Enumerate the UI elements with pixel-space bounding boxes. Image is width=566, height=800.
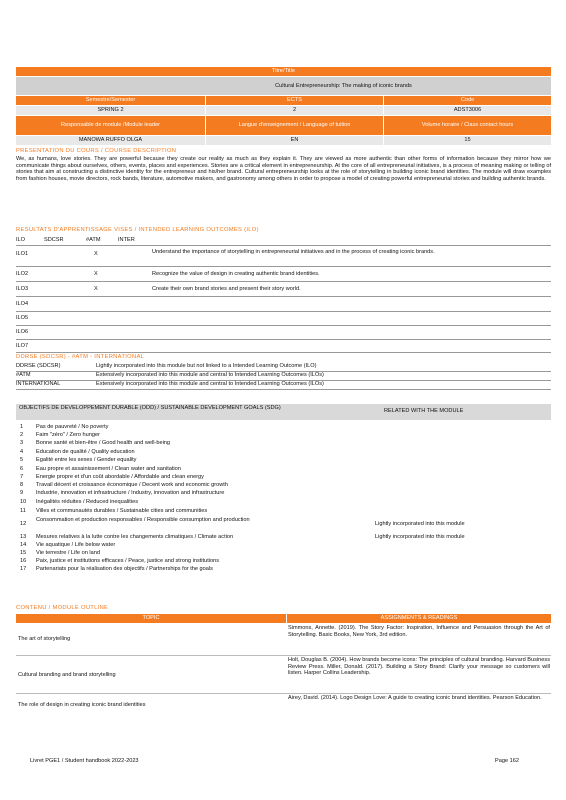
ilo-id: ILO1 xyxy=(16,251,29,257)
ilo-id: ILO4 xyxy=(16,301,29,307)
code-value-cell xyxy=(384,106,551,115)
presentation-body-text: We, as humans, love stories. They are powerful because they create our reality as much as they explain it. They are viewed as more authentic than other forms of information because they mirror how we communicate things about ourselves, others, events, places and experiences. Stories are a critical element in entrepreneurship. At the core of all entrepreneurial initiatives, is a process of meaning making or telling of stories that aim at constructing a distinctive identity for the entrepreneur and his/her brand. Cultural entrepreneurship looks at the role of storytelling in building iconic brand identities. The module will draw examples from fashion houses, movie directors, rock bands, literature, automotive makers, and gastronomy among others in order to propose a model of creating powerful entrepreneurial stories and building authentic brands. xyxy=(16,156,551,182)
ilo-sdcsr-mark: X xyxy=(94,271,98,277)
presentation-heading xyxy=(16,148,176,154)
sdg-related-text: Lightly incorporated into this module xyxy=(375,521,465,527)
hours-header-label: Volume horaire / Class contact hours xyxy=(421,122,514,128)
ilo-text: Understand the importance of storytelling in entrepreneurial initiatives and in the process of creating iconic brands. xyxy=(152,249,435,255)
ects-value-cell xyxy=(206,106,383,115)
outline-topic-header xyxy=(16,614,286,623)
sdg-row xyxy=(16,466,551,474)
sdg-row xyxy=(16,542,551,550)
sdg-number: 1 xyxy=(20,424,24,430)
legend-key: #ATM xyxy=(16,372,31,378)
legend-heading-text: DDRSE (SDCSR) - #ATM - INTERNATIONAL xyxy=(16,354,145,360)
sdg-number: 6 xyxy=(20,466,24,472)
ilo-row xyxy=(16,312,551,326)
outline-readings: Airey, David. (2014). Logo Design Love: A guide to creating iconic brand identities. Pearson Education. xyxy=(288,695,542,701)
responsible-header xyxy=(16,116,205,135)
sdg-row xyxy=(16,432,551,440)
sdg-row xyxy=(16,449,551,457)
ilo-text: Create their own brand stories and present their story world. xyxy=(152,286,301,292)
sdg-row xyxy=(16,424,551,432)
language-value-cell xyxy=(206,136,383,145)
ilo-row xyxy=(16,248,551,267)
sdg-row xyxy=(16,474,551,482)
legend-text: Lightly incorporated into this module but not linked to a Intended Learning Outcome (ILO) xyxy=(96,363,317,369)
legend-key: INTERNATIONAL xyxy=(16,381,61,387)
ilo-id: ILO5 xyxy=(16,315,29,321)
presentation-heading-text: PRESENTATION DU COURS / COURSE DESCRIPTION xyxy=(16,148,177,154)
sdg-row xyxy=(16,457,551,465)
sdg-row xyxy=(16,550,551,558)
outline-heading-text: CONTENU / MODULE OUTLINE xyxy=(16,605,109,611)
sdg-number: 17 xyxy=(20,566,27,572)
sdg-number: 14 xyxy=(20,542,27,548)
sdg-goal-text: Consommation et production responsables / Responsible consumption and production xyxy=(36,517,250,523)
title-label-bar xyxy=(16,67,551,76)
course-title-bar xyxy=(16,77,551,95)
sdg-row xyxy=(16,499,551,507)
ilo-col-inter: INTER xyxy=(118,237,135,243)
semester-header-label: Semestre/Semester xyxy=(85,97,136,103)
semester-header xyxy=(16,96,205,105)
sdg-goal-text: Egalité entre les sexes / Gender equality xyxy=(36,457,137,463)
ilo-id: ILO2 xyxy=(16,271,29,277)
sdg-goal-text: Villes et communautés durables / Sustainable cities and communities xyxy=(36,508,208,514)
sdg-goal-text: Travail décent et croissance économique / Decent work and economic growth xyxy=(36,482,228,488)
sdg-goal-text: Pas de pauvreté / No poverty xyxy=(36,424,109,430)
sdg-goal-text: Industrie, innovation et infrastructure / Industry, innovation and infrastructure xyxy=(36,490,225,496)
sdg-number: 11 xyxy=(20,508,26,514)
sdg-number: 12 xyxy=(20,521,27,527)
sdg-goal-text: Energie propre et d'un coût abordable / Affordable and clean energy xyxy=(36,474,204,480)
sdg-heading-left: OBJECTIFS DE DEVELOPPEMENT DURABLE (ODD) / SUSTAINABLE DEVELOPMENT GOALS (SDG) xyxy=(19,405,281,411)
responsible-value: MANOWA RUFFO OLGA xyxy=(78,137,143,143)
ilo-heading-text: RESULTATS D'APPRENTISSAGE VISES / INTENDED LEARNING OUTCOMES (ILO) xyxy=(16,227,259,233)
sdg-heading-right: RELATED WITH THE MODULE xyxy=(384,408,464,414)
sdg-goal-text: Bonne santé et bien-être / Good health and well-being xyxy=(36,440,171,446)
outline-row xyxy=(16,624,551,656)
ilo-col-ilo: ILO xyxy=(16,237,26,243)
sdg-row xyxy=(16,508,551,516)
sdg-number: 15 xyxy=(20,550,27,556)
footer-page-number xyxy=(495,758,519,764)
course-title: Cultural Entrepreneurship: The making of iconic brands xyxy=(275,83,412,89)
sdg-goal-text: Education de qualité / Quality education xyxy=(36,449,135,455)
hours-header xyxy=(384,116,551,135)
legend-text: Extensively incorporated into this module and central to Intended Learning Outcomes (ILOs) xyxy=(96,372,324,378)
outline-readings-header-label: ASSIGNMENTS & READINGS xyxy=(380,615,458,621)
sdg-goal-text: Inégalités réduites / Reduced inequalities xyxy=(36,499,138,505)
sdg-goal-text: Faim "zéro" / Zero hunger xyxy=(36,432,100,438)
language-header-label: Langue d'enseignement / Language of tuition xyxy=(238,122,351,129)
hours-value-cell xyxy=(384,136,551,145)
sdg-number: 3 xyxy=(20,440,24,446)
sdg-number: 7 xyxy=(20,474,24,480)
outline-readings: Simmons, Annette. (2019). The Story Factor: Inspiration, Influence and Persuasion through the Art of Storytelling. Basic Books, New York, 3rd edition. xyxy=(288,625,550,638)
ilo-id: ILO3 xyxy=(16,286,29,292)
hours-value: 15 xyxy=(464,137,471,143)
outline-topic: The art of storytelling xyxy=(18,636,71,642)
sdg-number: 16 xyxy=(20,558,27,564)
sdg-goal-text: Vie terrestre / Life on land xyxy=(36,550,100,556)
ilo-heading xyxy=(16,227,259,233)
legend-key: DDRSE (SDCSR) xyxy=(16,363,61,369)
sdg-number: 2 xyxy=(20,432,24,438)
legend-row xyxy=(16,381,551,390)
outline-row xyxy=(16,694,551,715)
outline-topic: Cultural branding and brand storytelling xyxy=(18,672,116,678)
sdg-header xyxy=(16,404,551,420)
sdg-row xyxy=(16,558,551,566)
sdg-row xyxy=(16,490,551,498)
outline-heading xyxy=(16,605,108,611)
sdg-row xyxy=(16,566,551,574)
ilo-row xyxy=(16,283,551,297)
semester-value-cell xyxy=(16,106,205,115)
sdg-goal-text: Partenariats pour la réalisation des objectifs / Partnerships for the goals xyxy=(36,566,213,572)
ilo-row xyxy=(16,340,551,353)
semester-value: SPRING 2 xyxy=(97,107,124,113)
sdg-row xyxy=(16,534,551,542)
sdg-goal-text: Vie aquatique / Life below water xyxy=(36,542,116,548)
sdg-goal-text: Mesures relatives à la lutte contre les changements climatiques / Climate action xyxy=(36,534,234,540)
sdg-goal-text: Paix, justice et institutions efficaces / Peace, justice and strong institutions xyxy=(36,558,220,564)
ilo-row xyxy=(16,326,551,340)
sdg-row xyxy=(16,482,551,490)
outline-readings: Holt, Douglas B. (2004). How brands become icons: The principles of cultural branding. Harvard Business Review Press. Miller, Donald. (2017). Building a Story Brand: Clarify your message so customers will listen. Harper Collins Leadership. xyxy=(288,657,550,677)
legend-row xyxy=(16,363,551,372)
language-header xyxy=(206,116,383,135)
ilo-column-headers xyxy=(16,237,551,246)
sdg-number: 9 xyxy=(20,490,24,496)
sdg-related-text: Lightly incorporated into this module xyxy=(375,534,465,540)
ilo-col-atm: #ATM xyxy=(86,237,101,243)
legend-heading xyxy=(16,354,144,360)
ilo-sdcsr-mark: X xyxy=(94,251,98,257)
ilo-sdcsr-mark: X xyxy=(94,286,98,292)
sdg-row xyxy=(16,517,551,533)
legend-text: Extensively incorporated into this module and central to Intended Learning Outcomes (ILOs) xyxy=(96,381,324,387)
sdg-number: 8 xyxy=(20,482,24,488)
language-value: EN xyxy=(290,137,299,143)
outline-row xyxy=(16,656,551,694)
ilo-text: Recognize the value of design in creating authentic brand identities. xyxy=(152,271,320,277)
outline-readings-header xyxy=(287,614,551,623)
ects-header xyxy=(206,96,383,105)
sdg-row xyxy=(16,440,551,448)
ects-value: 2 xyxy=(292,107,297,113)
code-header-label: Code xyxy=(460,97,475,103)
title-label: Titre/Title xyxy=(272,68,295,74)
ects-header-label: ECTS xyxy=(287,97,302,103)
ilo-row xyxy=(16,268,551,282)
responsible-header-label: Responsable de module /Module leader xyxy=(61,122,160,128)
footer-page-text: Page 162 xyxy=(495,758,519,764)
outline-topic: The role of design in creating iconic brand identities xyxy=(18,702,146,708)
sdg-number: 4 xyxy=(20,449,24,455)
legend-row xyxy=(16,372,551,381)
sdg-number: 10 xyxy=(20,499,27,505)
footer-left xyxy=(30,758,139,764)
sdg-goal-text: Eau propre et assainissement / Clean water and sanitation xyxy=(36,466,181,472)
footer-left-text: Livret PGE1 / Student handbook 2022-2023 xyxy=(30,758,139,764)
presentation-body xyxy=(16,156,551,182)
code-header xyxy=(384,96,551,105)
ilo-id: ILO6 xyxy=(16,329,29,335)
sdg-number: 5 xyxy=(20,457,24,463)
sdg-number: 13 xyxy=(20,534,27,540)
ilo-row xyxy=(16,298,551,312)
ilo-id: ILO7 xyxy=(16,343,29,349)
responsible-value-cell xyxy=(16,136,205,145)
outline-topic-header-label: TOPIC xyxy=(142,615,160,621)
ilo-col-sdcsr: SDCSR xyxy=(44,237,64,243)
code-value: ADST3006 xyxy=(453,107,482,113)
